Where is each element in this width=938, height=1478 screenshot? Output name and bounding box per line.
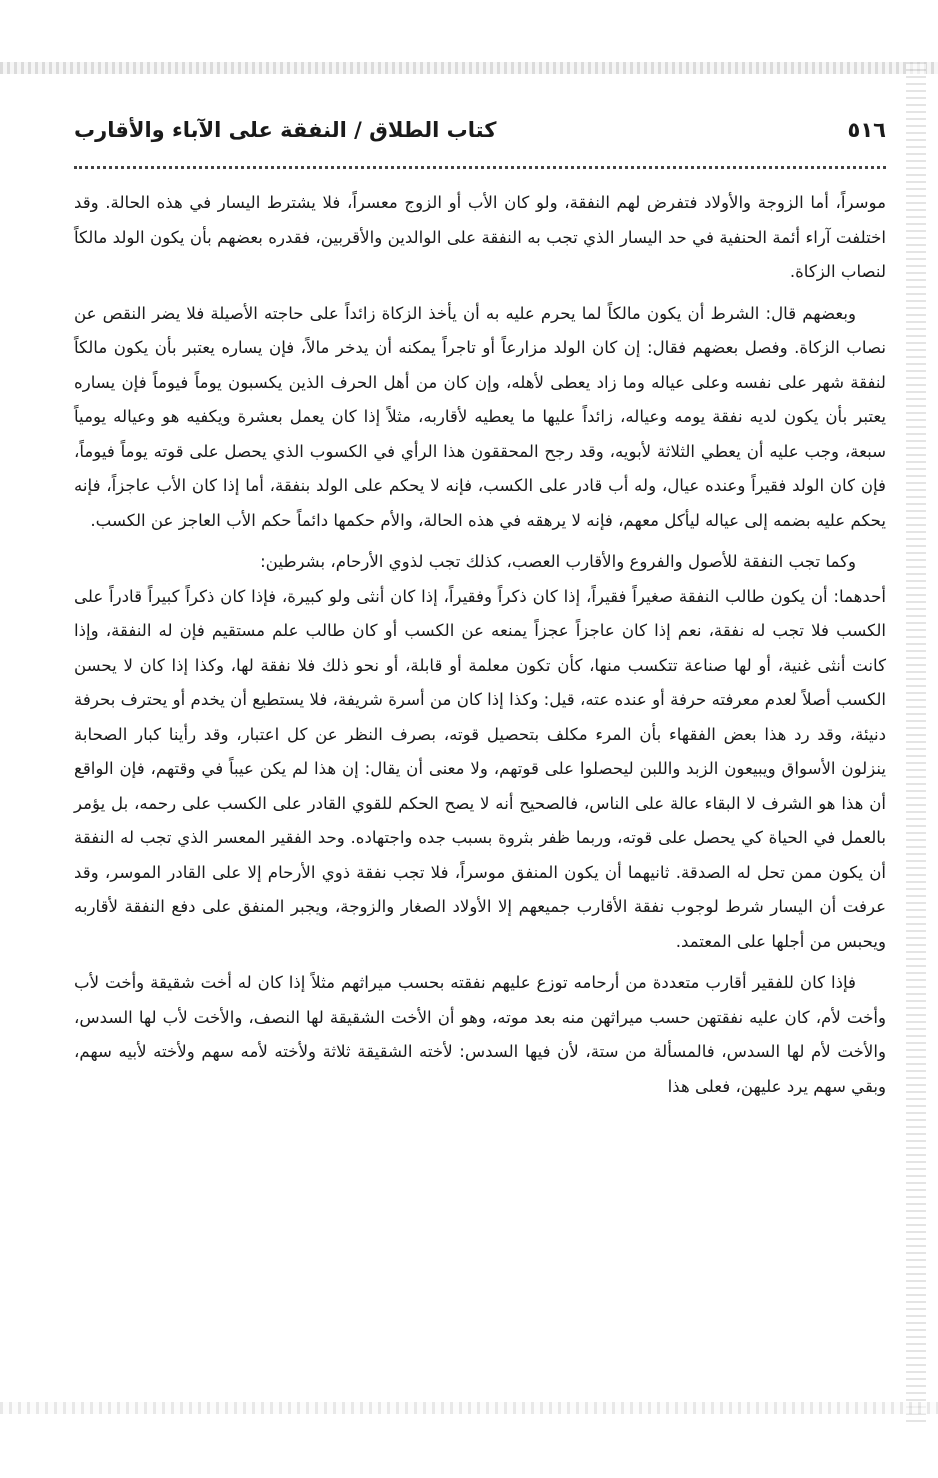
- paragraph-4: أحدهما: أن يكون طالب النفقة صغيراً فقيراً، إذا كان ذكراً وفقيراً، إذا كان أنثى ولو كبيرة، فإذا كان ذكراً كبيراً قادراً على الكسب فلا تجب له نفقة، نعم إذا كان عاجزاً عجزاً يمنعه عن الكسب أو كان طالب علم مستقيم فإن له النفقة، وإذا كانت أنثى غنية، أو لها صناعة تتكسب منها، كأن تكون معلمة أو قابلة، أو نحو ذلك فلا نفقة لها، وكذا إذا كان لا يحسن الكسب أصلاً لعدم معرفته حرفة أو عنده عته، قيل: وكذا إذا كان من أسرة شريفة، فلا يستطيع أن يخدم أو يحترف بحرفة دنيئة، وقد رد هذا بعض الفقهاء بأن المرء مكلف بتحصيل قوته، بصرف النظر عن كل اعتبار، وقد رأينا كبار الصحابة ينزلون الأسواق ويبيعون الزبد واللبن ليحصلوا على قوتهم، ولا معنى أن يقال: إن هذا لم يكن عيباً في وقتهم، فإن الواقع أن هذا هو الشرف لا البقاء عالة على الناس، فالصحيح أنه لا يصح الحكم للقوي القادر على الكسب على رحمه، بل يؤمر بالعمل في الحياة كي يحصل على قوته، وربما ظفر بثروة بسبب جده واجتهاده. وحد الفقير المعسر الذي تجب له النفقة أن يكون ممن تحل له الصدقة. ثانيهما أن يكون المنفق موسراً، فلا تجب نفقة ذوي الأرحام إلا على القادر الموسر، وقد عرفت أن اليسار شرط لوجوب نفقة الأقارب جميعهم إلا الأولاد الصغار والزوجة، ويجبر المنفق على دفع النفقة لأقاربه ويحبس من أجلها على المعتمد.: [74, 586, 886, 951]
- decorative-border-right: [906, 62, 926, 1422]
- page-header: [74, 112, 886, 148]
- paragraph-5: فإذا كان للفقير أقارب متعددة من أرحامه توزع عليهم نفقته بحسب ميراثهم مثلاً إذا كان له أخت شقيقة وأخت لأب وأخت لأم، كان عليه نفقتهن حسب ميراثهن منه بعد موته، وهو أن الأخت الشقيقة لها النصف، والأخت لأب لها السدس، والأخت لأم لها السدس، فالمسألة من ستة، لأن فيها السدس: لأخته الشقيقة ثلاثة ولأخته لأمه سهم ولأخته لأبيه سهم، وبقي سهم يرد عليهن، فعلى هذا: [74, 973, 886, 1096]
- header-dotted-rule: [74, 146, 886, 169]
- running-title: كتاب الطلاق / النفقة على الآباء والأقارب: [74, 118, 497, 142]
- paragraph-2: وبعضهم قال: الشرط أن يكون مالكاً لما يحرم عليه به أن يأخذ الزكاة زائداً على حاجته الأصيلة فلا يضر النقص عن نصاب الزكاة. وفصل بعضهم فقال: إن كان الولد مزارعاً أو تاجراً يمكنه أن يدخر مالاً، فإن يساره يعتبر بأن يكون مالكاً لنفقة شهر على نفسه وعلى عياله وما زاد يعطى لأهله، وإن كان من أهل الحرف الذين يكسبون يوماً فيوماً فإن يساره يعتبر بأن يكون لديه نفقة يومه وعياله، زائداً عليها ما يعطيه لأقاربه، مثلاً إذا كان يعمل بعشرة ويكفيه هو وعياله يومياً سبعة، وجب عليه أن يعطي الثلاثة لأبويه، وقد رجح المحققون هذا الرأي في الكسوب الذي يحصل على قوته يوماً فيوماً، فإن كان الولد فقيراً وعنده عيال، وله أب قادر على الكسب، فإنه لا يحكم على الولد بنفقة، أما إذا كان الأب عاجزاً، فإنه يحكم عليه بضمه إلى عياله ليأكل معهم، فإنه لا يرهقه في هذه الحالة، والأم حكمها دائماً حكم الأب العاجز عن الكسب.: [74, 303, 886, 530]
- paragraph-3: وكما تجب النفقة للأصول والفروع والأقارب العصب، كذلك تجب لذوي الأرحام، بشرطين:: [260, 552, 856, 571]
- page-body: [74, 186, 886, 1104]
- decorative-border-bottom: [0, 1402, 938, 1414]
- page-number: ٥١٦: [847, 118, 886, 142]
- paragraph-1: موسراً، أما الزوجة والأولاد فتفرض لهم النفقة، ولو كان الأب أو الزوج معسراً، فلا يشترط اليسار في هذه الحالة. وقد اختلفت آراء أئمة الحنفية في حد اليسار الذي تجب به النفقة على الوالدين والأقربين، فقدره بعضهم بأن يكون الولد مالكاً لنصاب الزكاة.: [74, 193, 886, 281]
- decorative-border-top: [0, 62, 938, 74]
